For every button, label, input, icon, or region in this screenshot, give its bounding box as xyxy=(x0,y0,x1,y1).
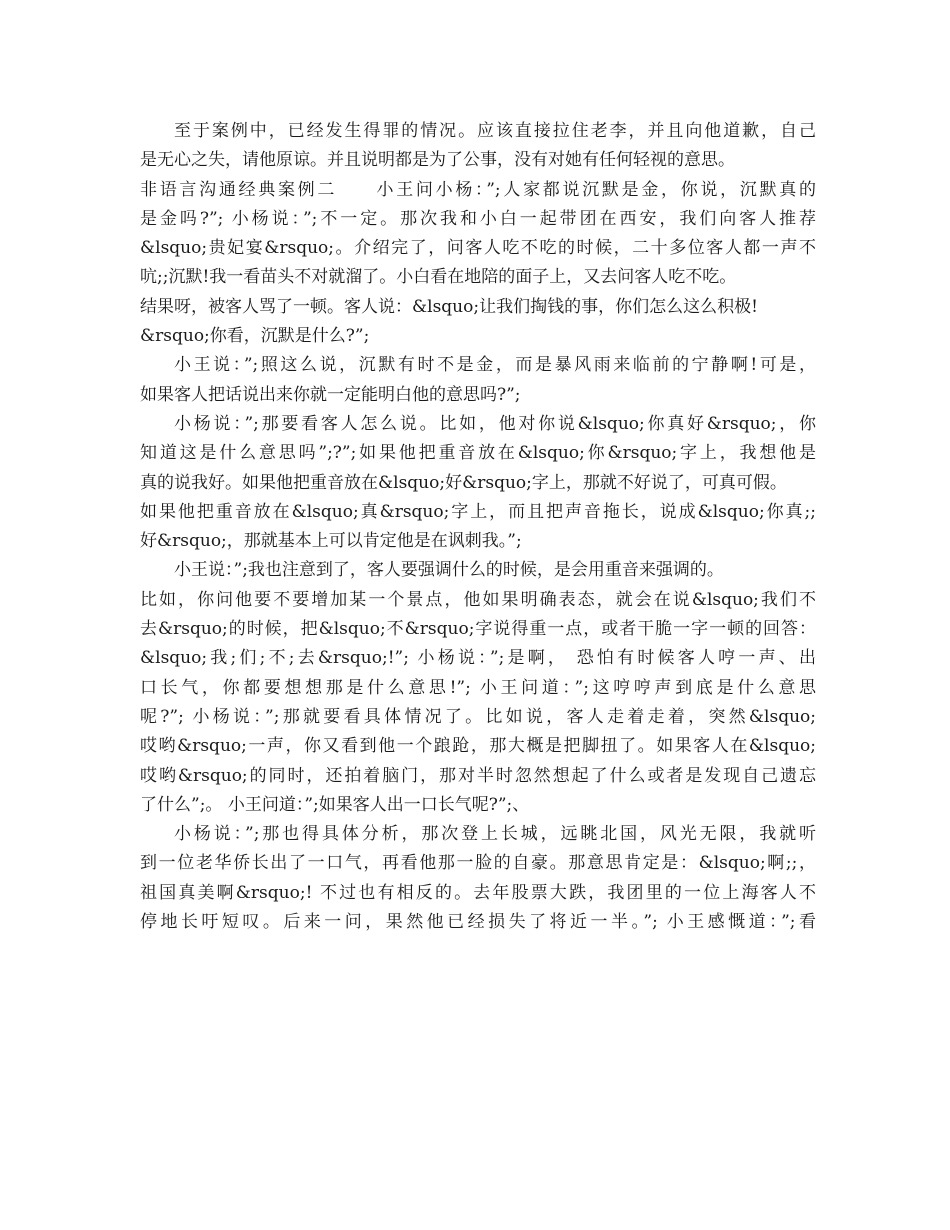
text-line: 结果呀，被客人骂了一顿。客人说：&lsquo;让我们掏钱的事，你们怎么这么积极! xyxy=(140,296,758,317)
text-line: &rsquo;你看，沉默是什么?”; xyxy=(140,326,370,347)
text-line: 呢?”; 小杨说：”;那就要看具体情况了。比如说，客人走着走着，突然&lsquo; xyxy=(140,706,816,727)
text-line: 吭;;沉默!我一看苗头不对就溜了。小白看在地陪的面子上，又去问客人吃不吃。 xyxy=(140,267,737,288)
text-line: 哎哟&rsquo;一声，你又看到他一个踉跄，那大概是把脚扭了。如果客人在&lsquo; xyxy=(140,736,816,757)
text-line: 哎哟&rsquo;的同时，还拍着脑门，那对半时忽然想起了什么或者是发现自己遗忘 xyxy=(140,765,816,786)
text-line: 去&rsquo;的时候，把&lsquo;不&rsquo;字说得重一点，或者干脆一字一顿的回答： xyxy=(140,619,816,640)
text-line: 小王说：”;照这么说，沉默有时不是金，而是暴风雨来临前的宁静啊!可是， xyxy=(174,355,816,376)
text-line: 比如，你问他要不要增加某一个景点，他如果明确表态，就会在说&lsquo;我们不 xyxy=(140,589,816,610)
text-line: 祖国真美啊&rsquo;! 不过也有相反的。去年股票大跌，我团里的一位上海客人不 xyxy=(140,882,816,903)
text-line: 是金吗?”; 小杨说：”;不一定。那次我和小白一起带团在西安，我们向客人推荐 xyxy=(140,208,816,229)
text-line: 小杨说：”;那要看客人怎么说。比如，他对你说&lsquo;你真好&rsquo;，你 xyxy=(174,413,816,434)
text-line: &lsquo;贵妃宴&rsquo;。介绍完了，问客人吃不吃的时候，二十多位客人都一声不 xyxy=(140,238,816,259)
text-line: 好&rsquo;，那就基本上可以肯定他是在讽刺我。”; xyxy=(140,531,522,552)
text-line: 如果他把重音放在&lsquo;真&rsquo;字上，而且把声音拖长，说成&lsquo;你真;; xyxy=(140,501,816,522)
text-line: 小王说：”;我也注意到了，客人要强调什么的时候，是会用重音来强调的。 xyxy=(174,560,724,581)
text-line: 非语言沟通经典案例二 小王问小杨：”;人家都说沉默是金，你说，沉默真的 xyxy=(140,179,816,200)
text-line: 真的说我好。如果他把重音放在&lsquo;好&rsquo;字上，那就不好说了，可真可假。 xyxy=(140,472,787,493)
text-line: 是无心之失，请他原谅。并且说明都是为了公事，没有对她有任何轻视的意思。 xyxy=(140,150,735,171)
text-line: 知道这是什么意思吗”;?”;如果他把重音放在&lsquo;你&rsquo;字上，我想他是 xyxy=(140,443,816,464)
text-line: 至于案例中，已经发生得罪的情况。应该直接拉住老李，并且向他道歉，自己 xyxy=(174,121,816,141)
body-text xyxy=(140,117,816,937)
text-line: 如果客人把话说出来你就一定能明白他的意思吗?”; xyxy=(140,384,521,405)
text-line: 停地长吁短叹。后来一问，果然他已经损失了将近一半。”; 小王感慨道：”;看 xyxy=(140,912,816,933)
text-line: 了什么”;。 小王问道：”;如果客人出一口长气呢?”;、 xyxy=(140,794,530,815)
text-line: 小杨说：”;那也得具体分析，那次登上长城，远眺北国，风光无限，我就听 xyxy=(174,824,816,845)
text-line: 口长气，你都要想想那是什么意思!”; 小王问道：”;这哼哼声到底是什么意思 xyxy=(140,677,816,698)
text-line: 到一位老华侨长出了一口气，再看他那一脸的自豪。那意思肯定是：&lsquo;啊;;， xyxy=(140,853,816,874)
text-line: &lsquo;我;们;不;去&rsquo;!”; 小杨说：”;是啊， 恐怕有时候客人哼一声、出 xyxy=(140,648,816,669)
